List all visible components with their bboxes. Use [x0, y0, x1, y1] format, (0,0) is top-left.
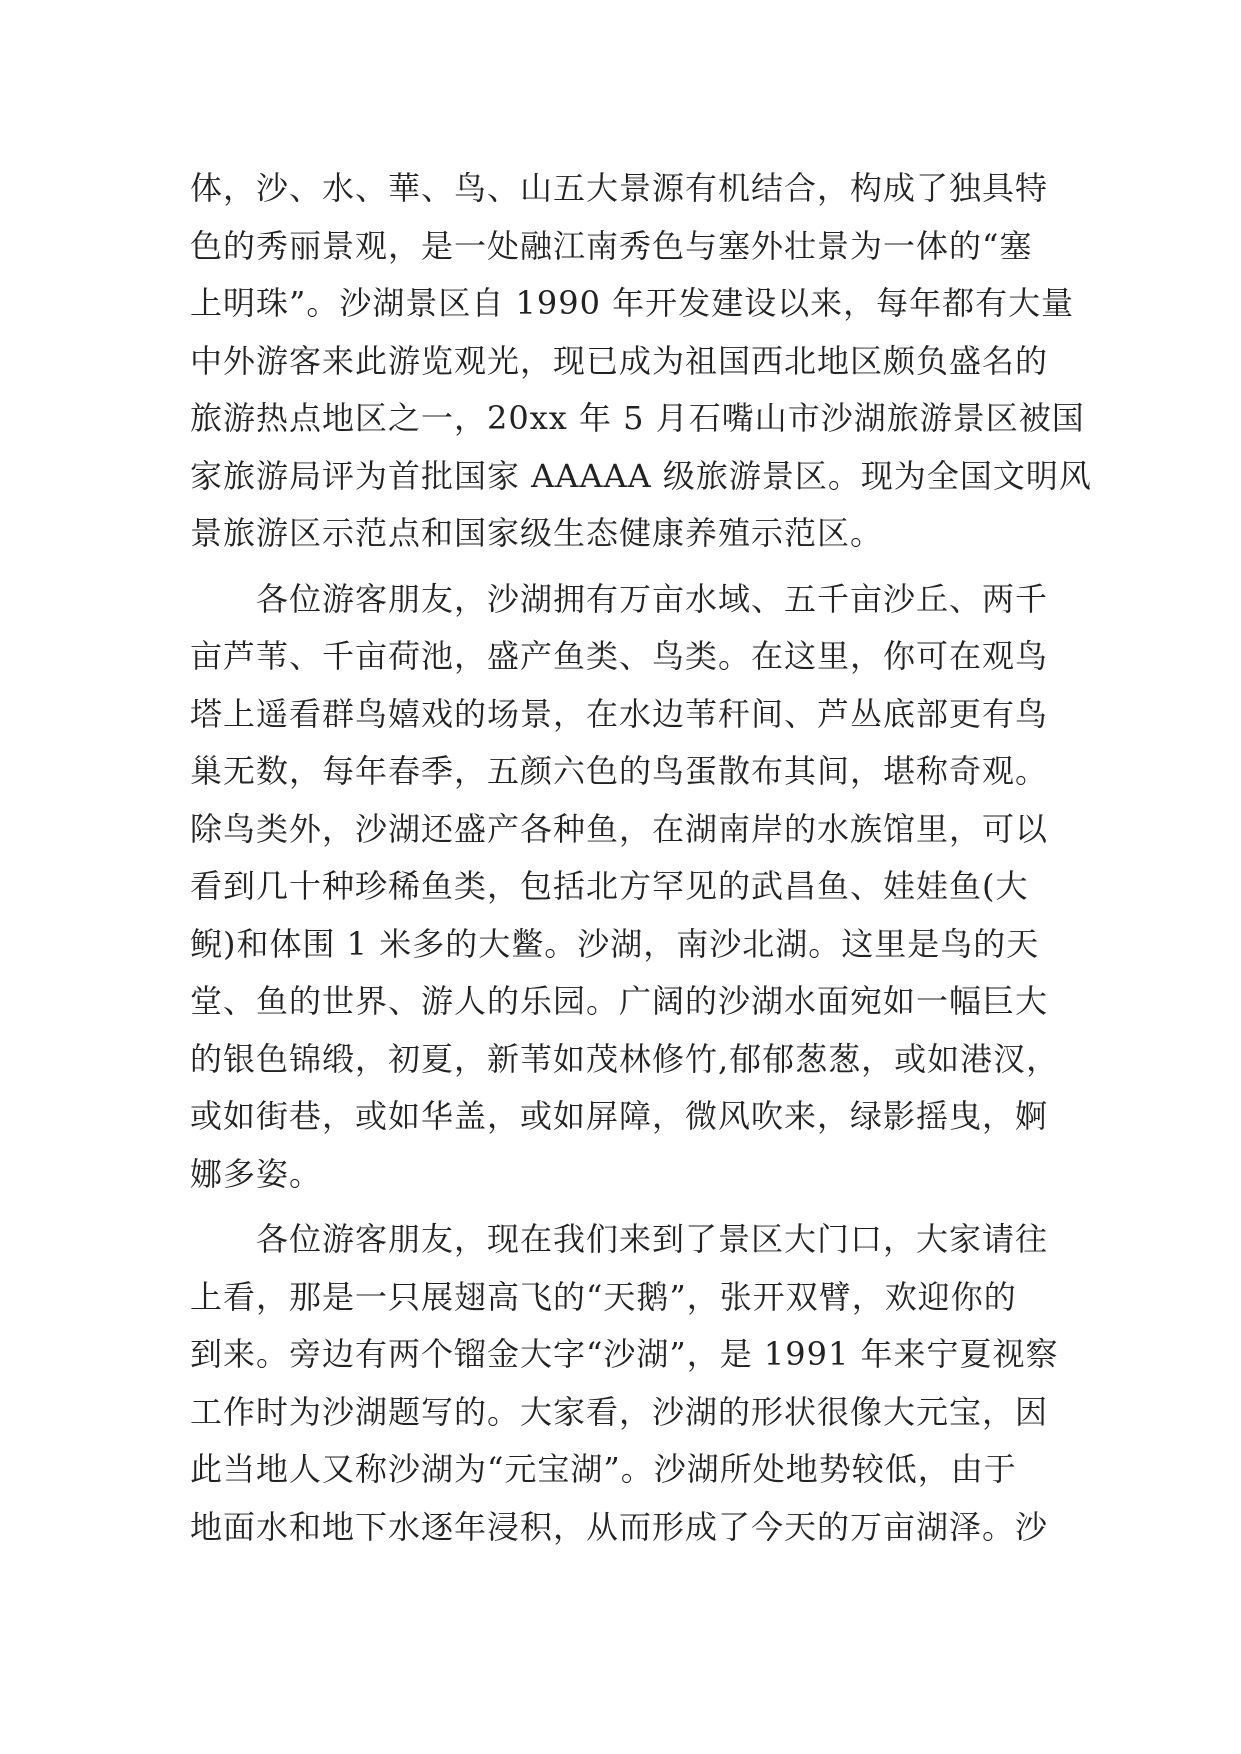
- text-line: 看到几十种珍稀鱼类，包括北方罕见的武昌鱼、娃娃鱼(大: [190, 867, 1029, 905]
- text-line: 到来。旁边有两个镏金大字“沙湖”，是 1991 年来宁夏视察: [190, 1335, 1059, 1373]
- text-line: 地面水和地下水逐年浸积，从而形成了今天的万亩湖泽。沙: [190, 1507, 1049, 1546]
- paragraph-gap: [190, 1203, 1070, 1211]
- text-line: 色的秀丽景观，是一处融江南秀色与塞外壮景为一体的“塞: [190, 226, 1033, 265]
- paragraph-1: [190, 160, 1092, 563]
- text-line: 各位游客朋友，沙湖拥有万亩水域、五千亩沙丘、两千: [190, 579, 1049, 618]
- text-line: 或如街巷，或如华盖，或如屏障，微风吹来，绿影摇曳，婀: [190, 1097, 1049, 1135]
- paragraph-2: [190, 571, 1070, 1204]
- text-line: 上明珠”。沙湖景区自 1990 年开发建设以来，每年都有大量: [190, 284, 1075, 322]
- text-line: 景旅游区示范点和国家级生态健康养殖示范区。: [190, 514, 884, 552]
- text-line: 巢无数，每年春季，五颜六色的鸟蛋散布其间，堪称奇观。: [190, 752, 1049, 790]
- text-line: 的银色锦缎，初夏，新苇如茂林修竹,郁郁葱葱，或如港汊，: [190, 1039, 1060, 1078]
- text-line: 体，沙、水、華、鸟、山五大景源有机结合，构成了独具特: [190, 169, 1049, 207]
- text-line: 家旅游局评为首批国家 AAAAA 级旅游景区。现为全国文明风: [190, 456, 1092, 495]
- text-line: 堂、鱼的世界、游人的乐园。广阔的沙湖水面宛如一幅巨大: [190, 982, 1049, 1020]
- text-line: 鲵)和体围 1 米多的大鳖。沙湖，南沙北湖。这里是鸟的天: [190, 924, 1040, 963]
- text-line: 旅游热点地区之一，20xx 年 5 月石嘴山市沙湖旅游景区被国: [190, 399, 1085, 437]
- paragraph-3: [190, 1211, 1070, 1556]
- text-line: 此当地人又称沙湖为“元宝湖”。沙湖所处地势较低，由于: [190, 1450, 1017, 1488]
- text-line: 除鸟类外，沙湖还盛产各种鱼，在湖南岸的水族馆里，可以: [190, 809, 1049, 848]
- text-line: 中外游客来此游览观光，现已成为祖国西北地区颇负盛名的: [190, 341, 1049, 380]
- text-line: 工作时为沙湖题写的。大家看，沙湖的形状很像大元宝，因: [190, 1392, 1049, 1431]
- text-line: 上看，那是一只展翅高飞的“天鹅”，张开双臂，欢迎你的: [190, 1277, 1017, 1316]
- text-line: 各位游客朋友，现在我们来到了景区大门口，大家请往: [190, 1220, 1049, 1258]
- text-line: 亩芦苇、千亩荷池，盛产鱼类、鸟类。在这里，你可在观鸟: [190, 637, 1049, 675]
- text-line: 娜多姿。: [190, 1154, 323, 1193]
- paragraph-gap: [190, 563, 1070, 571]
- text-line: 塔上遥看群鸟嬉戏的场景，在水边苇秆间、芦丛底部更有鸟: [190, 694, 1049, 733]
- body-text: [190, 160, 1092, 1556]
